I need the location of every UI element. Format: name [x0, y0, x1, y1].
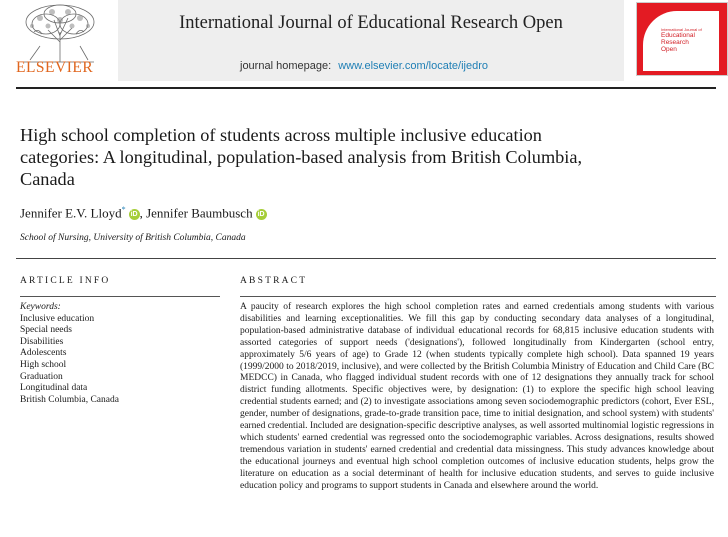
cover-text	[661, 27, 702, 53]
keyword-item: Inclusive education	[20, 313, 95, 324]
keyword-item: Special needs	[20, 325, 72, 336]
keyword-item: British Columbia, Canada	[20, 394, 119, 405]
author-name[interactable]: Jennifer E.V. Lloyd	[20, 205, 122, 221]
keyword-item: Adolescents	[20, 348, 67, 359]
author-list	[20, 205, 267, 221]
journal-homepage	[240, 60, 488, 72]
homepage-link[interactable]: www.elsevier.com/locate/ijedro	[338, 60, 488, 72]
abstract-text: A paucity of research explores the high school completion rates and earned credentials among students with various disabilities and learning exceptionalities. We fill this gap by conducting secondary data analyses of a longitudinal, population-based administrative database of individual educational records for 68,815 inclusive education students with assorted categories of support needs ('designations'), followed longitudinally from Kindergarten (school entry, approximately 5/6 years of age) to Grade 12 (when students typically complete high school). Data spanned 19 years (1999/2000 to 2018/2019, inclusive), and were collected by the British Columbia Ministry of Education and Child Care (BC MEDCC) in Canada, who flagged individual student records with one of 12 designations they annually track for school district funding allotments. Specific objectives were, by designation: (1) to explore the specific high school leaving credential students earned; and (2) to investigate associations among seven sociodemographic predictors (cohort, Ever ESL, gender, number of designations, grade-to-grade transition pace, time to initial designation, and school system) with students' earned credential. Included are designation-specific descriptive analyses, as well assorted multinomial logistic regressions in which students' earned credential was regressed onto the sociodemographic variables. Across designations, results showed tremendous variation in students' earned credential and credential data missingness. This study advances knowledge about the educational journeys and eventual high school completion outcomes of inclusive education students, helps grow the literature on education as a social determinant of health for inclusive education students, and serves to guide inclusive education policy and programs to support students in Canada and elsewhere around the world.	[240, 302, 714, 491]
corresponding-author-mark[interactable]: *	[121, 205, 126, 214]
keywords-list	[20, 302, 119, 406]
elsevier-wordmark: ELSEVIER	[16, 59, 94, 76]
keyword-item: Graduation	[20, 371, 63, 382]
article-info-rule	[20, 296, 220, 297]
cover-title-line-3: Open	[661, 46, 677, 53]
keyword-item: High school	[20, 359, 67, 370]
cover-small-line: International Journal of	[661, 27, 702, 32]
journal-cover-thumbnail[interactable]	[636, 2, 728, 76]
author-separator: ,	[139, 205, 147, 221]
orcid-icon[interactable]: iD	[130, 211, 138, 219]
author-affiliation: School of Nursing, University of British Columbia, Canada	[20, 233, 246, 243]
author-name[interactable]: Jennifer Baumbusch	[146, 205, 253, 221]
journal-title: International Journal of Educational Research Open	[179, 13, 563, 33]
article-info-heading: ARTICLE INFO	[20, 276, 111, 286]
elsevier-tree-logo	[10, 2, 108, 64]
keyword-item: Disabilities	[20, 336, 64, 347]
cover-title-line-1: Educational	[661, 32, 695, 39]
journal-header	[0, 0, 728, 82]
section-divider	[16, 258, 716, 259]
orcid-icon[interactable]: iD	[257, 211, 265, 219]
article-title: High school completion of students across multiple inclusive education categories: A longitudinal, population-based analysis from British Columbia, Canada	[20, 125, 583, 189]
homepage-label: journal homepage:	[240, 60, 332, 72]
journal-title-band	[118, 0, 624, 81]
abstract-rule	[240, 296, 716, 297]
cover-title-line-2: Research	[661, 39, 689, 46]
abstract-heading: ABSTRACT	[240, 276, 308, 286]
header-divider	[16, 87, 716, 89]
keywords-label: Keywords:	[20, 302, 61, 312]
keyword-item: Longitudinal data	[20, 383, 88, 394]
